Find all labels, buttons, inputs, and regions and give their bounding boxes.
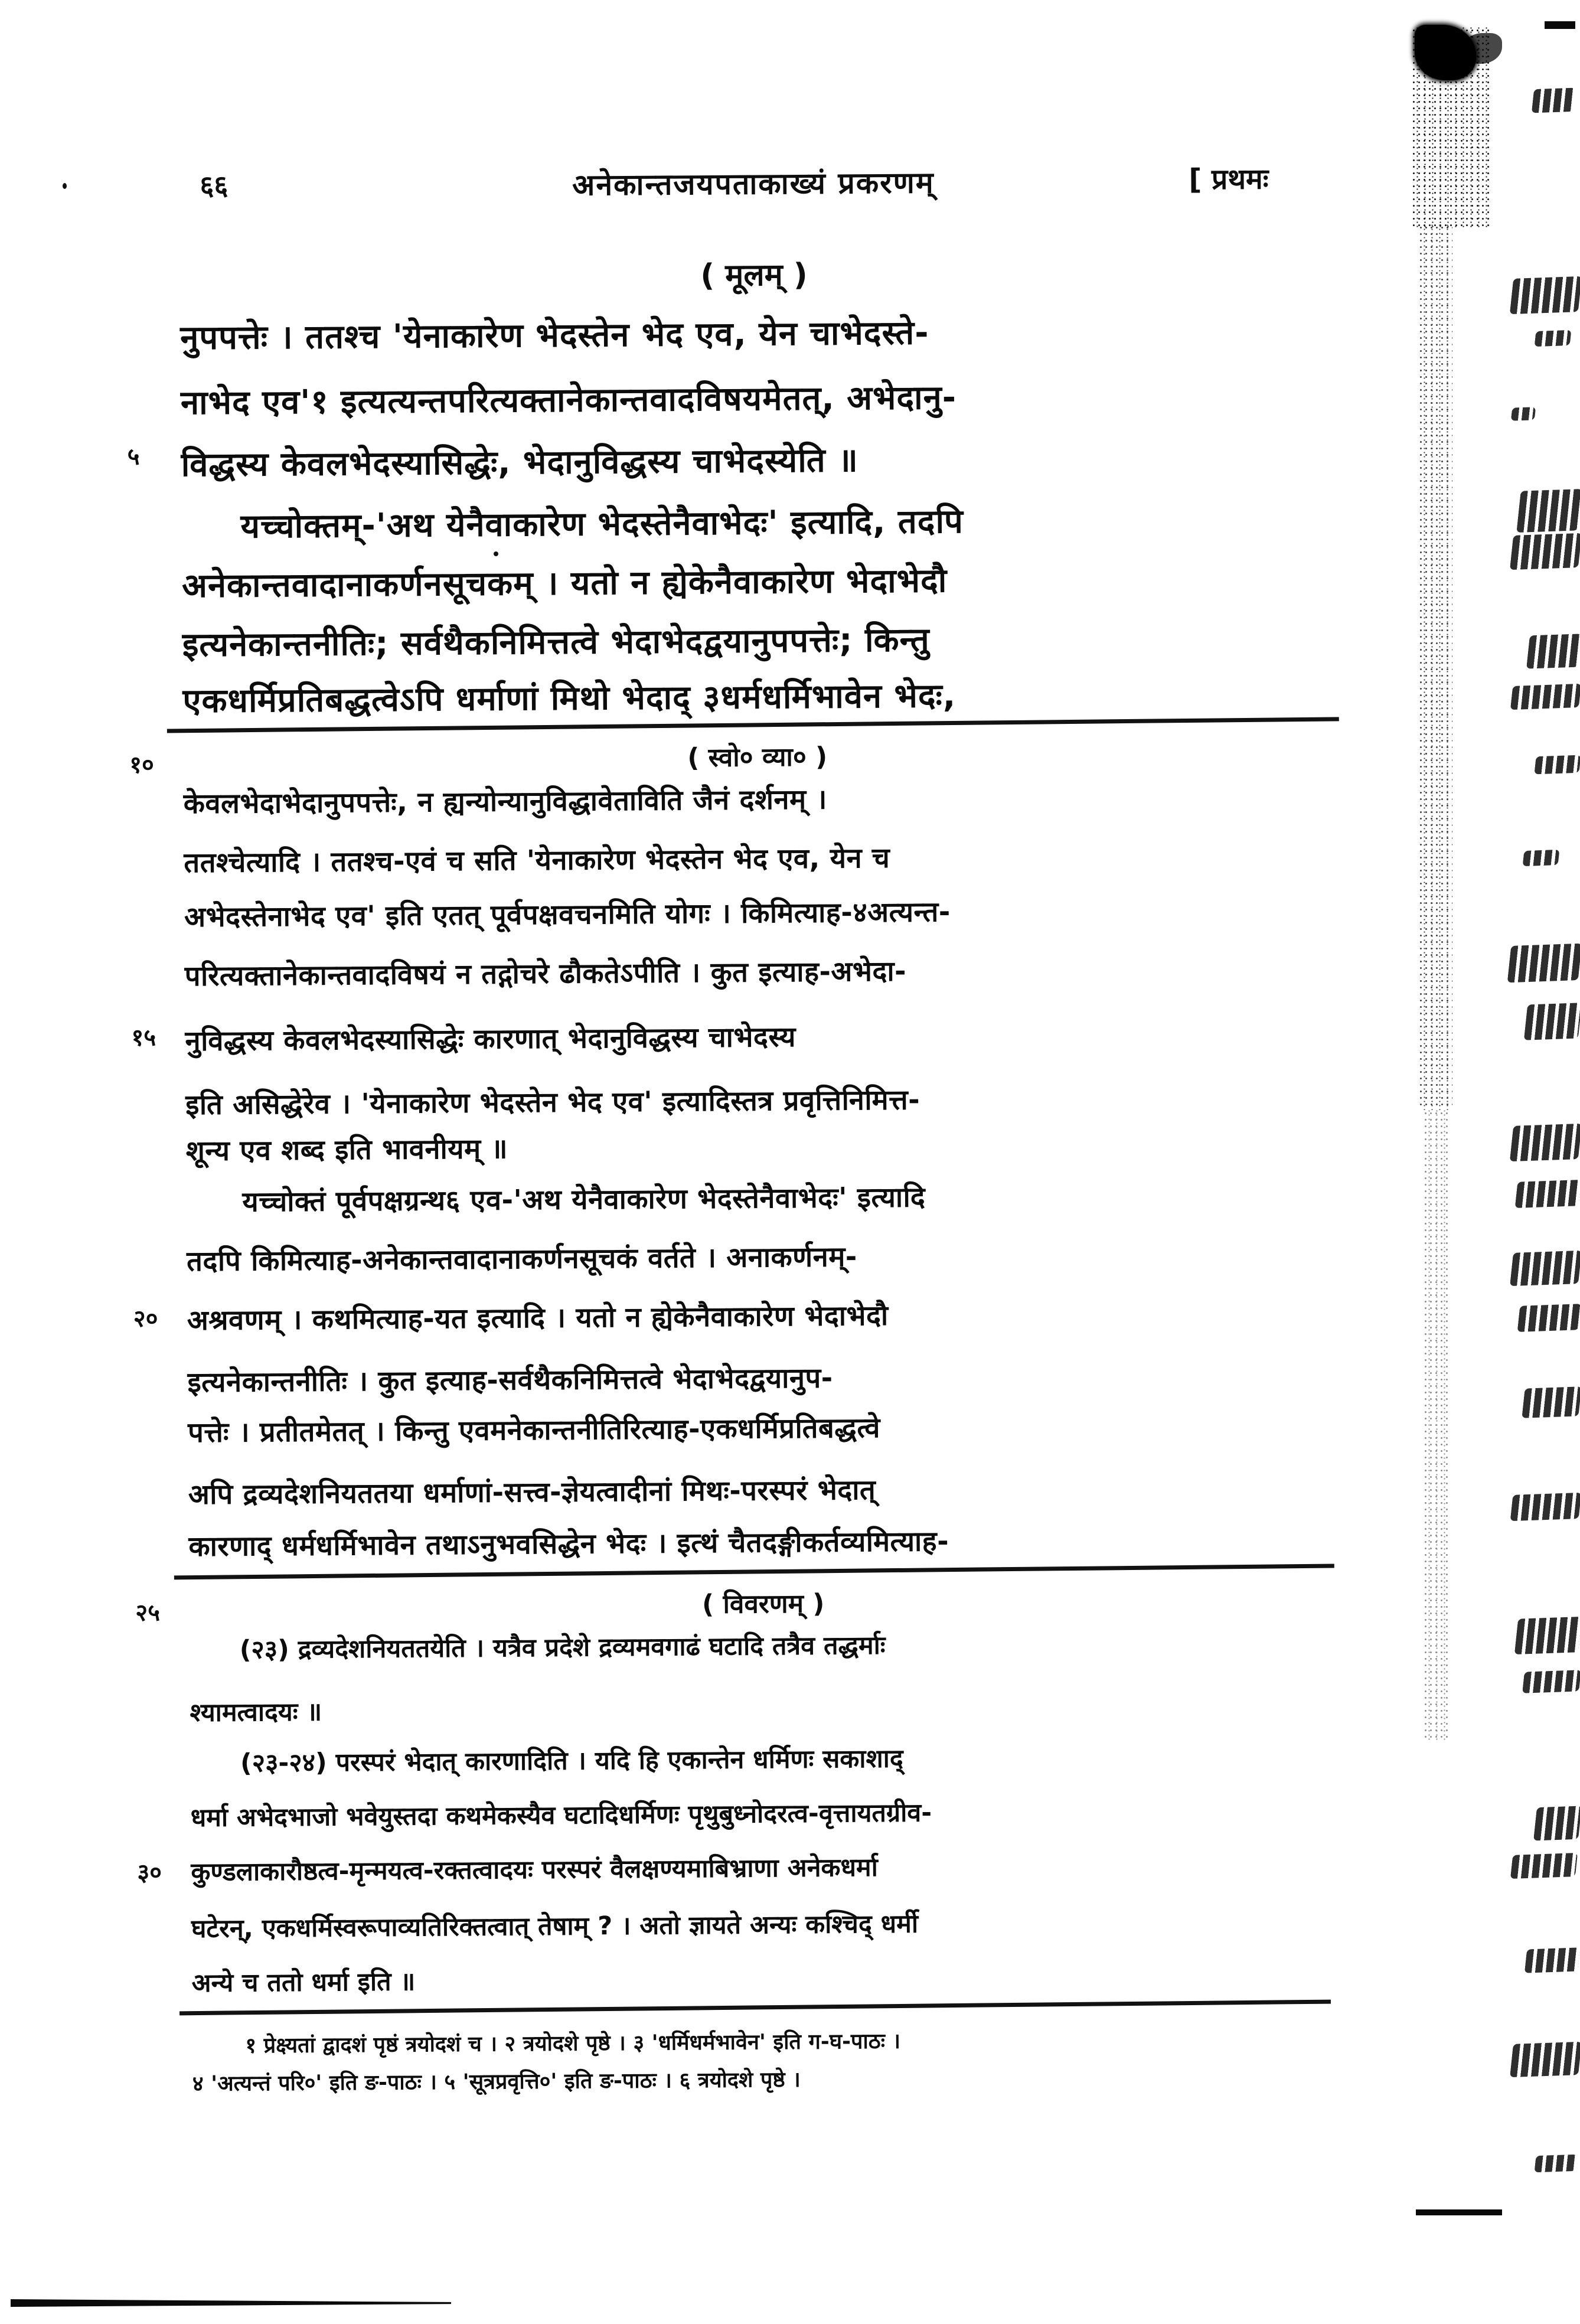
facing-page-bleed-mark (1507, 944, 1580, 983)
section-heading-mulam: ( मूलम् ) (700, 257, 808, 294)
text-line: एकधर्मिप्रतिबद्धत्वेऽपि धर्माणां मिथो भेदाद् ३धर्मधर्मिभावेन भेदः, (182, 677, 957, 721)
margin-line-number: २० (133, 1305, 158, 1333)
margin-line-number: २५ (135, 1599, 161, 1627)
facing-page-bleed-mark (1524, 1003, 1580, 1040)
text-line: कुण्डलाकारौष्ठत्व-मृन्मयत्व-रक्तत्वादयः परस्परं वैलक्षण्यमाबिभ्राणा अनेकधर्मा (191, 1852, 878, 1888)
text-line: घटेरन्, एकधर्मिस्वरूपाव्यतिरिक्तत्वात् तेषाम् ? । अतो ज्ञायते अन्यः कश्चिद् धर्मी (191, 1909, 919, 1944)
text-line: तदपि किमित्याह-अनेकान्तवादानाकर्णनसूचकं वर्तते । अनाकर्णनम्- (186, 1241, 858, 1278)
text-line: इति असिद्धेरेव । 'येनाकारेण भेदस्तेन भेद एव' इत्यादिस्तत्र प्रवृत्तिनिमित्त- (185, 1083, 920, 1122)
facing-page-bleed-mark (1510, 1853, 1578, 1879)
text-line: विद्धस्य केवलभेदस्यासिद्धेः, भेदानुविद्धस्य चाभेदस्येति ॥ (181, 441, 858, 485)
facing-page-bleed-mark (1510, 1493, 1580, 1521)
facing-page-bleed-mark (1526, 634, 1580, 668)
scan-mark (1545, 21, 1575, 29)
text-line: केवलभेदाभेदानुपपत्तेः, न ह्यन्योन्यानुविद्धावेताविति जैनं दर्शनम् । (183, 783, 828, 821)
page-number: ६६ (200, 169, 228, 201)
scan-noise-band (1418, 224, 1452, 1110)
text-line: यच्चोक्तं पूर्वपक्षग्रन्थ६ एव-'अथ येनैवाकारेण भेदस्तेनैवाभेदः' इत्यादि (242, 1181, 926, 1219)
text-line: शून्य एव शब्द इति भावनीयम् ॥ (185, 1132, 508, 1168)
text-line: इत्यनेकान्तनीतिः; सर्वथैकनिमित्तत्वे भेदाभेदद्वयानुपपत्तेः; किन्तु (182, 621, 930, 665)
chapter-marker: [ प्रथमः (1189, 162, 1269, 197)
facing-page-bleed-mark (1515, 1180, 1580, 1208)
text-line: अपि द्रव्यदेशनियततया धर्माणां-सत्त्व-ज्ञेयत्वादीनां मिथः-परस्परं भेदात् (188, 1474, 876, 1512)
facing-page-bleed-mark (1510, 684, 1580, 710)
facing-page-bleed-mark (1511, 407, 1536, 420)
facing-page-bleed-mark (1510, 1251, 1580, 1286)
footnote-rule (179, 2000, 1331, 2016)
text-line: परित्यक्तानेकान्तवादविषयं न तद्गोचरे ढौकतेऽपीति । कुत इत्याह-अभेदा- (184, 955, 907, 993)
facing-page-bleed-mark (1516, 489, 1580, 533)
text-line: यच्चोक्तम्-'अथ येनैवाकारेण भेदस्तेनैवाभेदः' इत्यादि, तदपि (240, 502, 964, 546)
scan-mark (1416, 2209, 1502, 2215)
scan-noise-band (1423, 1110, 1451, 1742)
facing-page-bleed-mark (1510, 533, 1580, 570)
text-line: नाभेद एव'१ इत्यत्यन्तपरित्यक्तानेकान्तवादविषयमेतत्, अभेदानु- (180, 378, 957, 423)
text-line: पत्तेः । प्रतीतमेतत् । किन्तु एवमनेकान्तनीतिरित्याह-एकधर्मिप्रतिबद्धत्वे (187, 1411, 881, 1450)
section-rule (174, 1564, 1334, 1579)
scan-speck (494, 551, 498, 556)
text-line: अन्ये च ततो धर्मा इति ॥ (191, 1967, 416, 1999)
facing-page-bleed-mark (1524, 1947, 1580, 1973)
text-line: अश्रवणम् । कथमित्याह-यत इत्यादि । यतो न ह्येकेनैवाकारेण भेदाभेदौ (187, 1299, 889, 1337)
facing-page-bleed-mark (1522, 1386, 1580, 1418)
text-line: (२३) द्रव्यदेशनियततयेति । यत्रैव प्रदेशे द्रव्यमवगाढं घटादि तत्रैव तद्धर्माः (239, 1630, 886, 1665)
margin-line-number: १० (129, 751, 155, 779)
section-heading-vyakhya: ( स्वो० व्या० ) (687, 742, 828, 773)
text-line: इत्यनेकान्तनीतिः । कुत इत्याह-सर्वथैकनिमित्तत्वे भेदाभेदद्वयानुप- (187, 1362, 833, 1399)
scan-noise-band (1411, 27, 1489, 228)
text-line: ततश्चेत्यादि । ततश्च-एवं च सति 'येनाकारेण भेदस्तेन भेद एव, येन च (184, 841, 890, 880)
facing-page-bleed-mark (1510, 1124, 1580, 1161)
facing-page-bleed-mark (1535, 2155, 1578, 2173)
facing-page-bleed-mark (1514, 1617, 1580, 1654)
facing-page-bleed-mark (1510, 2042, 1580, 2077)
facing-page-bleed-mark (1510, 276, 1580, 314)
text-line: कारणाद् धर्मधर्मिभावेन तथाऽनुभवसिद्धेन भेदः । इत्थं चैतदङ्गीकर्तव्यमित्याह- (188, 1525, 949, 1564)
text-line: अभेदस्तेनाभेद एव' इति एतत् पूर्वपक्षवचनमिति योगः । किमित्याह-४अत्यन्त- (184, 896, 951, 934)
scan-speck (63, 183, 67, 189)
text-line: नुपपत्तेः । ततश्च 'येनाकारेण भेदस्तेन भेद एव, येन चाभेदस्ते- (180, 314, 929, 358)
facing-page-bleed-mark (1534, 755, 1580, 775)
facing-page-bleed-mark (1523, 850, 1560, 866)
page-title: अनेकान्तजयपताकाख्यं प्रकरणम् (572, 165, 935, 203)
text-line: (२३-२४) परस्परं भेदात् कारणादिति । यदि हि एकान्तेन धर्मिणः सकाशाद् (240, 1744, 903, 1778)
margin-line-number: ५ (127, 443, 140, 471)
facing-page-bleed-mark (1533, 1806, 1580, 1841)
margin-line-number: ३० (137, 1859, 162, 1886)
text-line: अनेकान्तवादानाकर्णनसूचकम् । यतो न ह्येकेनैवाकारेण भेदाभेदौ (181, 562, 948, 606)
text-line: नुविद्धस्य केवलभेदस्यासिद्धेः कारणात् भेदानुविद्धस्य चाभेदस्य (185, 1020, 796, 1058)
facing-page-bleed-mark (1532, 88, 1575, 113)
facing-page-bleed-mark (1535, 330, 1572, 347)
text-line: श्यामत्वादयः ॥ (190, 1697, 322, 1728)
text-line: १ प्रेक्ष्यतां द्वादशं पृष्ठं त्रयोदशं च । २ त्रयोदशे पृष्ठे । ३ 'धर्मिधर्मभावेन' इति ग-घ-पाठः । (245, 2029, 901, 2058)
text-line: ४ 'अत्यन्तं परि०' इति ङ-पाठः । ५ 'सूत्रप्रवृत्ति०' इति ङ-पाठः । ६ त्रयोदशे पृष्ठे । (192, 2067, 801, 2097)
text-line: धर्मा अभेदभाजो भवेयुस्तदा कथमेकस्यैव घटादिधर्मिणः पृथुबुध्नोदरत्व-वृत्तायतग्रीव- (190, 1798, 932, 1833)
facing-page-bleed-mark (1517, 1304, 1580, 1332)
section-heading-vivaranam: ( विवरणम् ) (701, 1588, 825, 1620)
facing-page-bleed-mark (1522, 1670, 1580, 1693)
margin-line-number: १५ (131, 1024, 156, 1052)
